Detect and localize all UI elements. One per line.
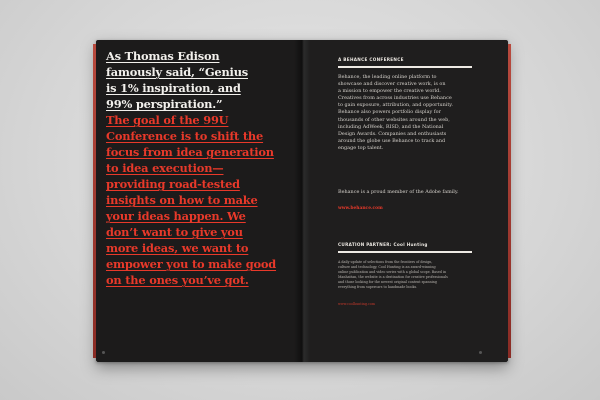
brochure-spine xyxy=(294,40,310,362)
goal-line: The goal of the 99U xyxy=(106,113,229,127)
goal-line: on the ones you’ve got. xyxy=(106,273,249,287)
goal-line: your ideas happen. We xyxy=(106,209,246,223)
quote-line: As Thomas Edison xyxy=(106,49,220,63)
adobe-family-note: Behance is a proud member of the Adobe family. xyxy=(338,189,459,195)
body-line: around the globe use Behance to track and xyxy=(338,137,446,144)
goal-line: providing road-tested xyxy=(106,177,240,191)
goal-line: focus from idea generation xyxy=(106,145,274,159)
partner-divider xyxy=(338,251,472,253)
left-page xyxy=(96,40,302,362)
goal-line: to idea execution— xyxy=(106,161,224,175)
right-page-folio-mark xyxy=(479,351,482,354)
partner-line: A daily update of selections from the frontiers of design, xyxy=(338,260,433,264)
section-divider xyxy=(338,66,472,68)
open-brochure xyxy=(96,40,508,362)
behance-url: www.behance.com xyxy=(338,206,383,211)
section-label: A BEHANCE CONFERENCE xyxy=(338,57,404,62)
left-page-folio-mark xyxy=(102,351,105,354)
body-line: Behance, the leading online platform to xyxy=(338,74,437,80)
right-page xyxy=(302,40,508,362)
behance-description xyxy=(338,74,478,152)
partner-line: and those looking for the newest original content spanning xyxy=(338,280,437,284)
coolhunting-url: www.coolhunting.com xyxy=(338,302,375,306)
right-page-edge xyxy=(508,44,511,358)
body-line: thousands of other websites around the web, xyxy=(338,116,450,123)
quote-line: 99% perspiration.” xyxy=(106,97,223,111)
body-line: Design Awards. Companies and enthusiasts xyxy=(338,130,447,137)
goal-line: insights on how to make xyxy=(106,193,258,207)
body-line: Creatives from across industries use Behance xyxy=(338,95,452,102)
partner-line: Manhattan, the website is a destination for creative professionals xyxy=(338,275,448,279)
partner-line: online publication and video series with a global scope. Based in xyxy=(338,270,447,274)
quote-line: famously said, “Genius xyxy=(106,65,248,79)
body-line: Behance also powers portfolio display for xyxy=(338,109,441,116)
goal-line: empower you to make good xyxy=(106,257,277,271)
partner-description xyxy=(338,260,478,290)
body-line: including AdWeek, RISD, and the National xyxy=(338,123,444,130)
quote-line: is 1% inspiration, and xyxy=(106,81,241,95)
body-line: to gain exposure, attribution, and opportunity. xyxy=(338,102,453,109)
body-line: showcase and discover creative work, is on xyxy=(338,81,446,88)
partner-line: culture and technology, Cool Hunting is an award-winning xyxy=(338,265,436,269)
curation-partner-label: CURATION PARTNER: Cool Hunting xyxy=(338,242,428,247)
body-line: a mission to empower the creative world. xyxy=(338,88,441,95)
goal-line: don’t want to give you xyxy=(106,225,243,239)
goal-line: Conference is to shift the xyxy=(106,129,264,143)
goal-line: more ideas, we want to xyxy=(106,241,249,255)
edison-quote-block xyxy=(106,48,292,288)
body-line: engage top talent. xyxy=(338,144,384,151)
partner-line: everything from supercars to handmade books. xyxy=(338,285,418,289)
